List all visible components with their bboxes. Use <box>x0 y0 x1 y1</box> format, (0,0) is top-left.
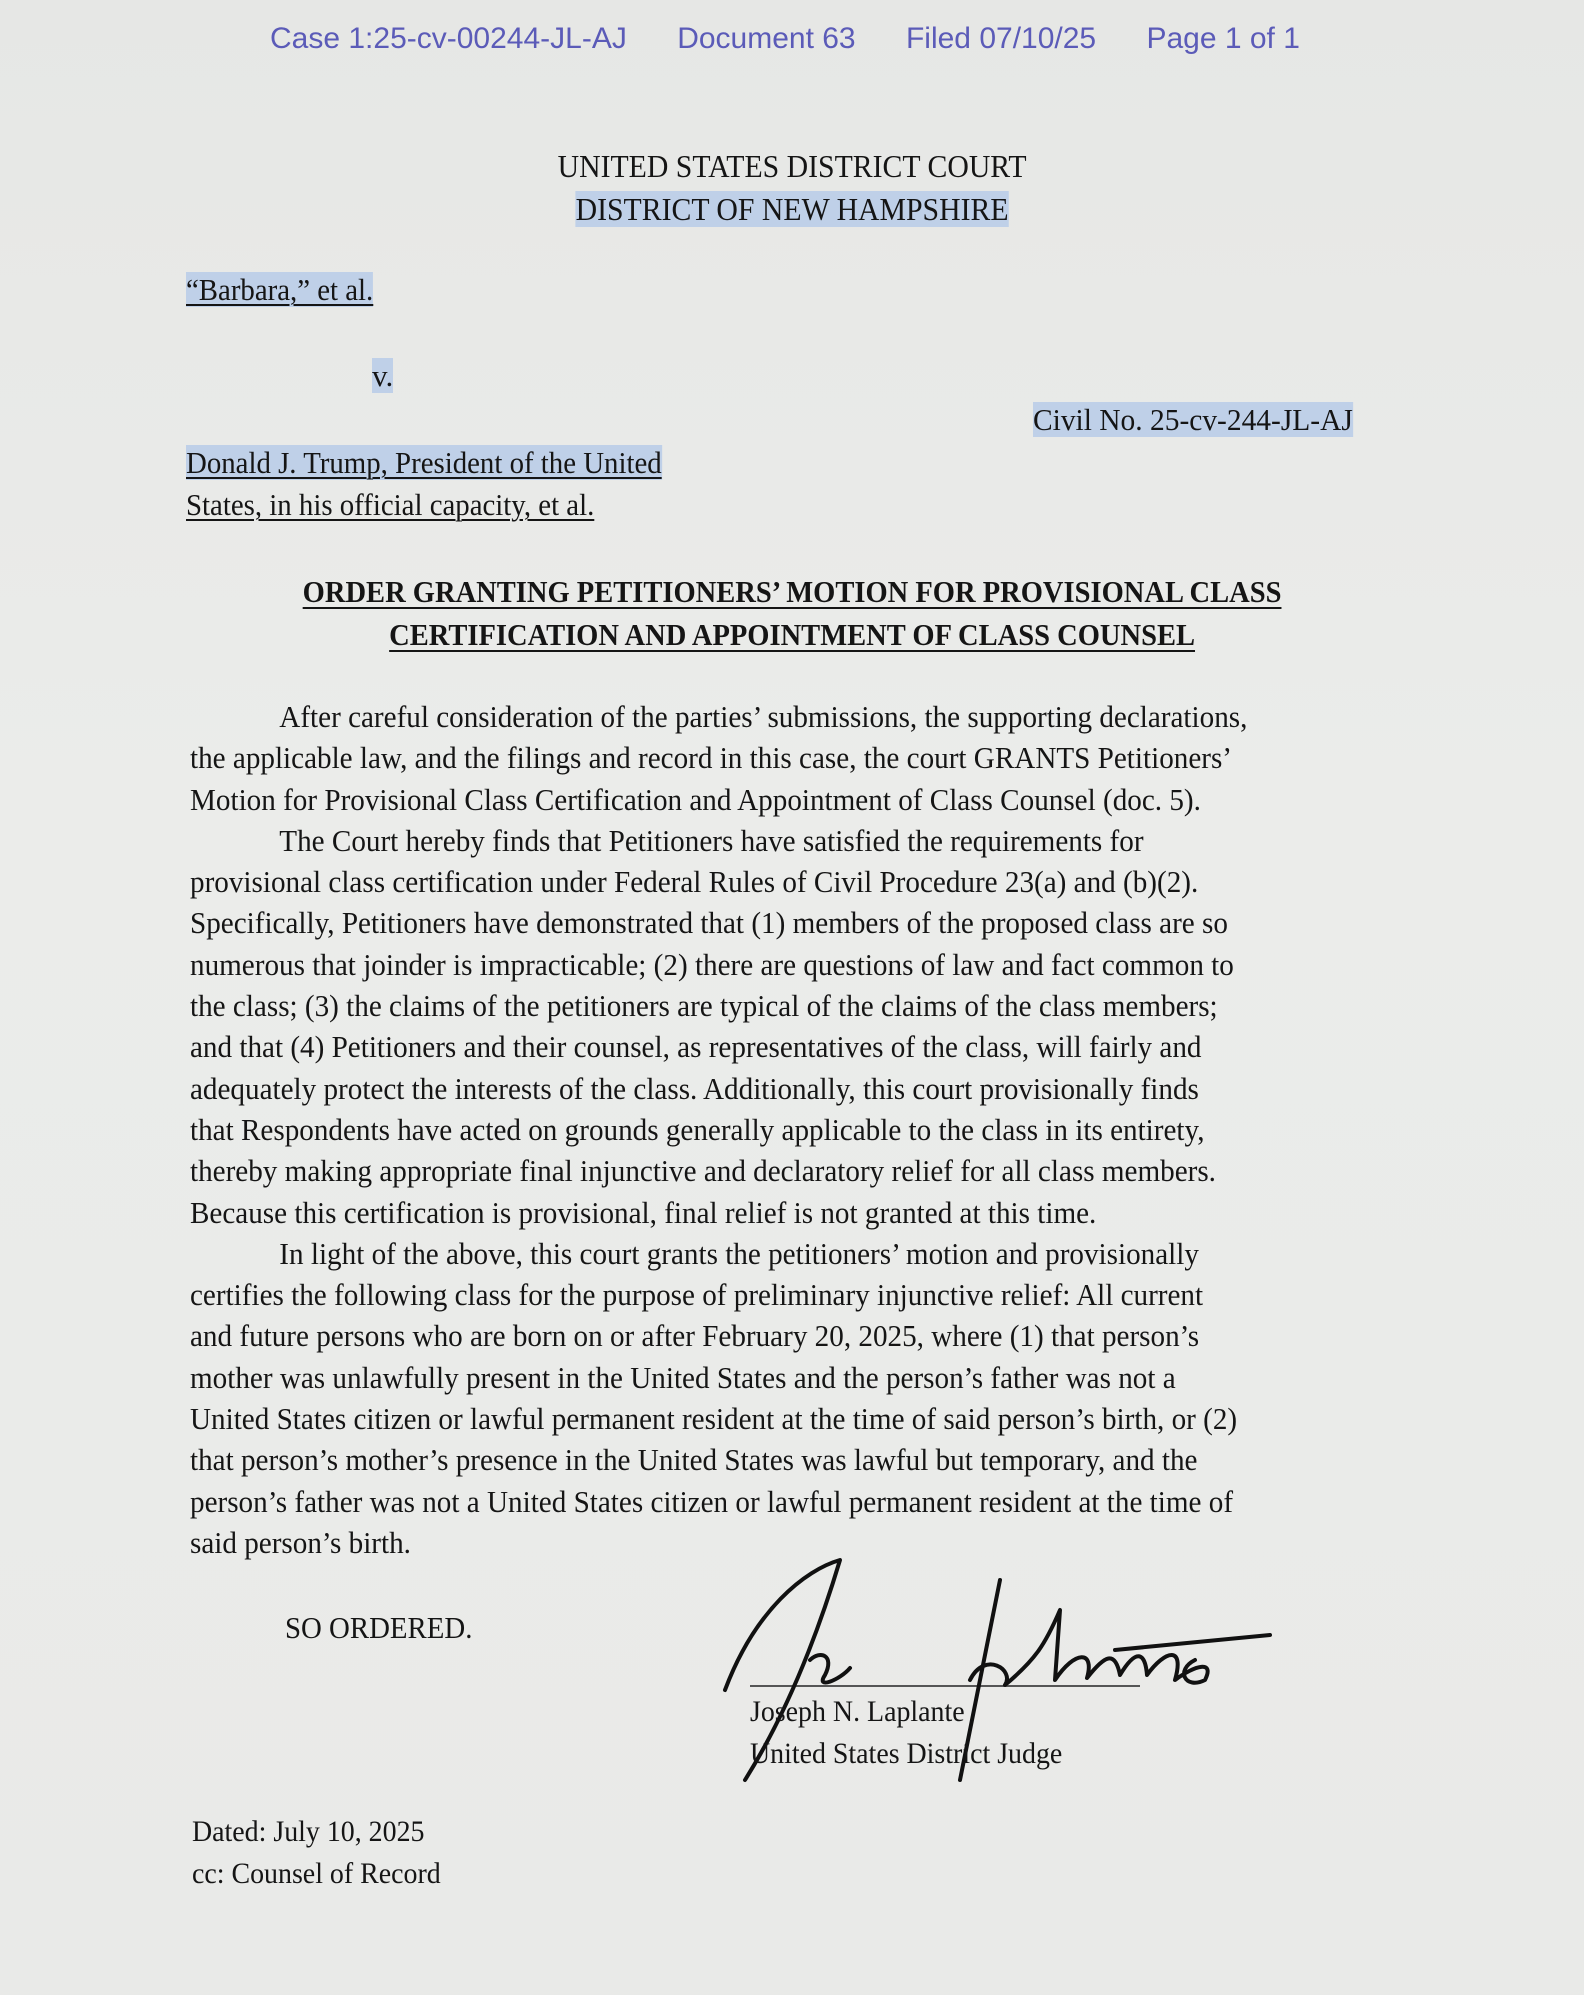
body-line: adequately protect the interests of the class. Additionally, this court provisionally finds <box>190 1070 1199 1106</box>
ecf-filing-header <box>270 22 1342 56</box>
body-line: United States citizen or lawful permanent resident at the time of said person’s birth, or (2) <box>190 1401 1238 1437</box>
versus-label: v. <box>372 358 394 393</box>
body-line: The Court hereby finds that Petitioners have satisfied the requirements for <box>279 822 1144 858</box>
dated-line: Dated: July 10, 2025 <box>192 1815 425 1848</box>
caption-defendant <box>186 442 662 526</box>
caption-versus <box>372 358 393 394</box>
civil-number: Civil No. 25-cv-244-JL-AJ <box>1033 402 1353 437</box>
body-line: thereby making appropriate final injunctive and declaratory relief for all class members. <box>190 1153 1216 1189</box>
court-name: UNITED STATES DISTRICT COURT <box>557 148 1027 184</box>
judge-name: Joseph N. Laplante <box>750 1695 965 1728</box>
signature-stroke <box>970 1610 1208 1685</box>
body-line: and that (4) Petitioners and their counsel, as representatives of the class, will fairly and <box>190 1029 1202 1065</box>
body-line: that person’s mother’s presence in the United States was lawful but temporary, and the <box>190 1442 1198 1478</box>
page-indicator: Page 1 of 1 <box>1146 22 1300 55</box>
defendant-line-1: Donald J. Trump, President of the United <box>186 445 662 480</box>
signature-stroke <box>1115 1635 1270 1650</box>
case-number: Case 1:25-cv-00244-JL-AJ <box>270 22 627 55</box>
body-line: Specifically, Petitioners have demonstrated that (1) members of the proposed class are so <box>190 905 1228 941</box>
so-ordered: SO ORDERED. <box>285 1610 473 1645</box>
body-line: numerous that joinder is impracticable; (2) there are questions of law and fact common to <box>190 946 1234 982</box>
body-line: the class; (3) the claims of the petitioners are typical of the claims of the class members; <box>190 988 1218 1024</box>
body-line: certifies the following class for the purpose of preliminary injunctive relief: All current <box>190 1277 1204 1313</box>
judge-title: United States District Judge <box>750 1737 1063 1770</box>
body-line: Motion for Provisional Class Certification and Appointment of Class Counsel (doc. 5). <box>190 781 1201 817</box>
order-title-line-2: CERTIFICATION AND APPOINTMENT OF CLASS COUNSEL <box>389 617 1196 652</box>
body-line: that Respondents have acted on grounds generally applicable to the class in its entirety, <box>190 1111 1205 1147</box>
body-line: and future persons who are born on or after February 20, 2025, where (1) that person’s <box>190 1318 1200 1354</box>
body-line: person’s father was not a United States citizen or lawful permanent resident at the time of <box>190 1483 1234 1519</box>
court-district: DISTRICT OF NEW HAMPSHIRE <box>575 191 1009 227</box>
order-body <box>190 696 1420 1563</box>
caption-civil-number <box>1033 402 1353 438</box>
defendant-line-2: States, in his official capacity, et al. <box>186 487 595 522</box>
order-title-line-1: ORDER GRANTING PETITIONERS’ MOTION FOR PROVISIONAL CLASS <box>302 574 1282 609</box>
body-line: In light of the above, this court grants the petitioners’ motion and provisionally <box>279 1235 1199 1271</box>
caption-plaintiff <box>186 272 373 308</box>
body-line: said person’s birth. <box>190 1524 411 1560</box>
document-number: Document 63 <box>677 22 856 55</box>
body-line: Because this certification is provisional, final relief is not granted at this time. <box>190 1194 1097 1230</box>
cc-line: cc: Counsel of Record <box>192 1857 441 1890</box>
plaintiff-name: “Barbara,” et al. <box>186 272 374 307</box>
body-line: After careful consideration of the parties’ submissions, the supporting declarations, <box>279 699 1248 734</box>
filed-date: Filed 07/10/25 <box>905 22 1097 55</box>
signature-stroke <box>810 1655 850 1683</box>
order-title <box>63 570 1520 656</box>
body-line: the applicable law, and the filings and record in this case, the court GRANTS Petitioners’ <box>190 740 1233 776</box>
court-heading <box>56 145 1529 231</box>
body-line: provisional class certification under Federal Rules of Civil Procedure 23(a) and (b)(2). <box>190 864 1199 900</box>
body-line: mother was unlawfully present in the United States and the person’s father was not a <box>190 1359 1176 1395</box>
